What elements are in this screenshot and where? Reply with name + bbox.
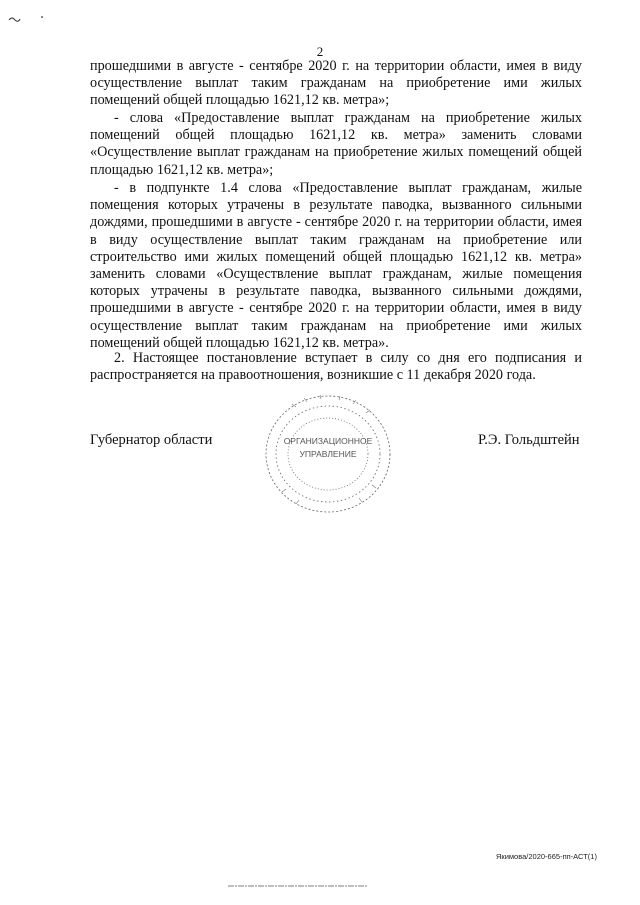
paragraph: - в подпункте 1.4 слова «Предоставление выплат гражданам, жилые помещения которых утрачены в результате паводка, вызванного сильными дождями, прошедшими в августе - сентябре 2020 г. на территории области, имея в виду осуществление выплат таким гражданам на приобретение или строительство ими жилых помещений общей площадью 1621,12 кв. метра» заменить словами «Осуществление выплат гражданам, жилые помещения которых утрачены в результате паводка, вызванного сильными дождями, прошедшими в августе - сентябре 2020 г. на территории области, имея в виду осуществление выплат таким гражданам на приобретение ими жилых помещений общей площадью 1621,12 кв. метра».	[90, 180, 582, 351]
paragraph: 2. Настоящее постановление вступает в силу со дня его подписания и распространяется на правоотношения, возникшие с 11 декабря 2020 года.	[90, 350, 582, 384]
signatory-position: Губернатор области	[90, 432, 213, 448]
stamp-line-2: УПРАВЛЕНИЕ	[299, 449, 357, 459]
stamp-line-1: ОРГАНИЗАЦИОННОЕ	[283, 436, 373, 446]
paragraph: прошедшими в августе - сентябре 2020 г. на территории области, имея в виду осуществление выплат таким гражданам на приобретение ими жилых помещений общей площадью 1621,12 кв. метра»;	[90, 58, 582, 109]
signatory-name: Р.Э. Гольдштейн	[478, 432, 580, 448]
scan-edge-line	[228, 884, 368, 888]
official-stamp	[262, 392, 394, 516]
page-number: 2	[316, 44, 324, 59]
paragraph: - слова «Предоставление выплат гражданам на приобретение жилых помещений общей площадью 1621,12 кв. метра» заменить словами «Осуществление выплат гражданам на приобретение жилых помещений общей площадью 1621,12 кв. метра»;	[90, 110, 582, 178]
document-code: Якимова/2020-665-пп-АСТ(1)	[496, 852, 597, 861]
scan-mark	[8, 14, 52, 24]
